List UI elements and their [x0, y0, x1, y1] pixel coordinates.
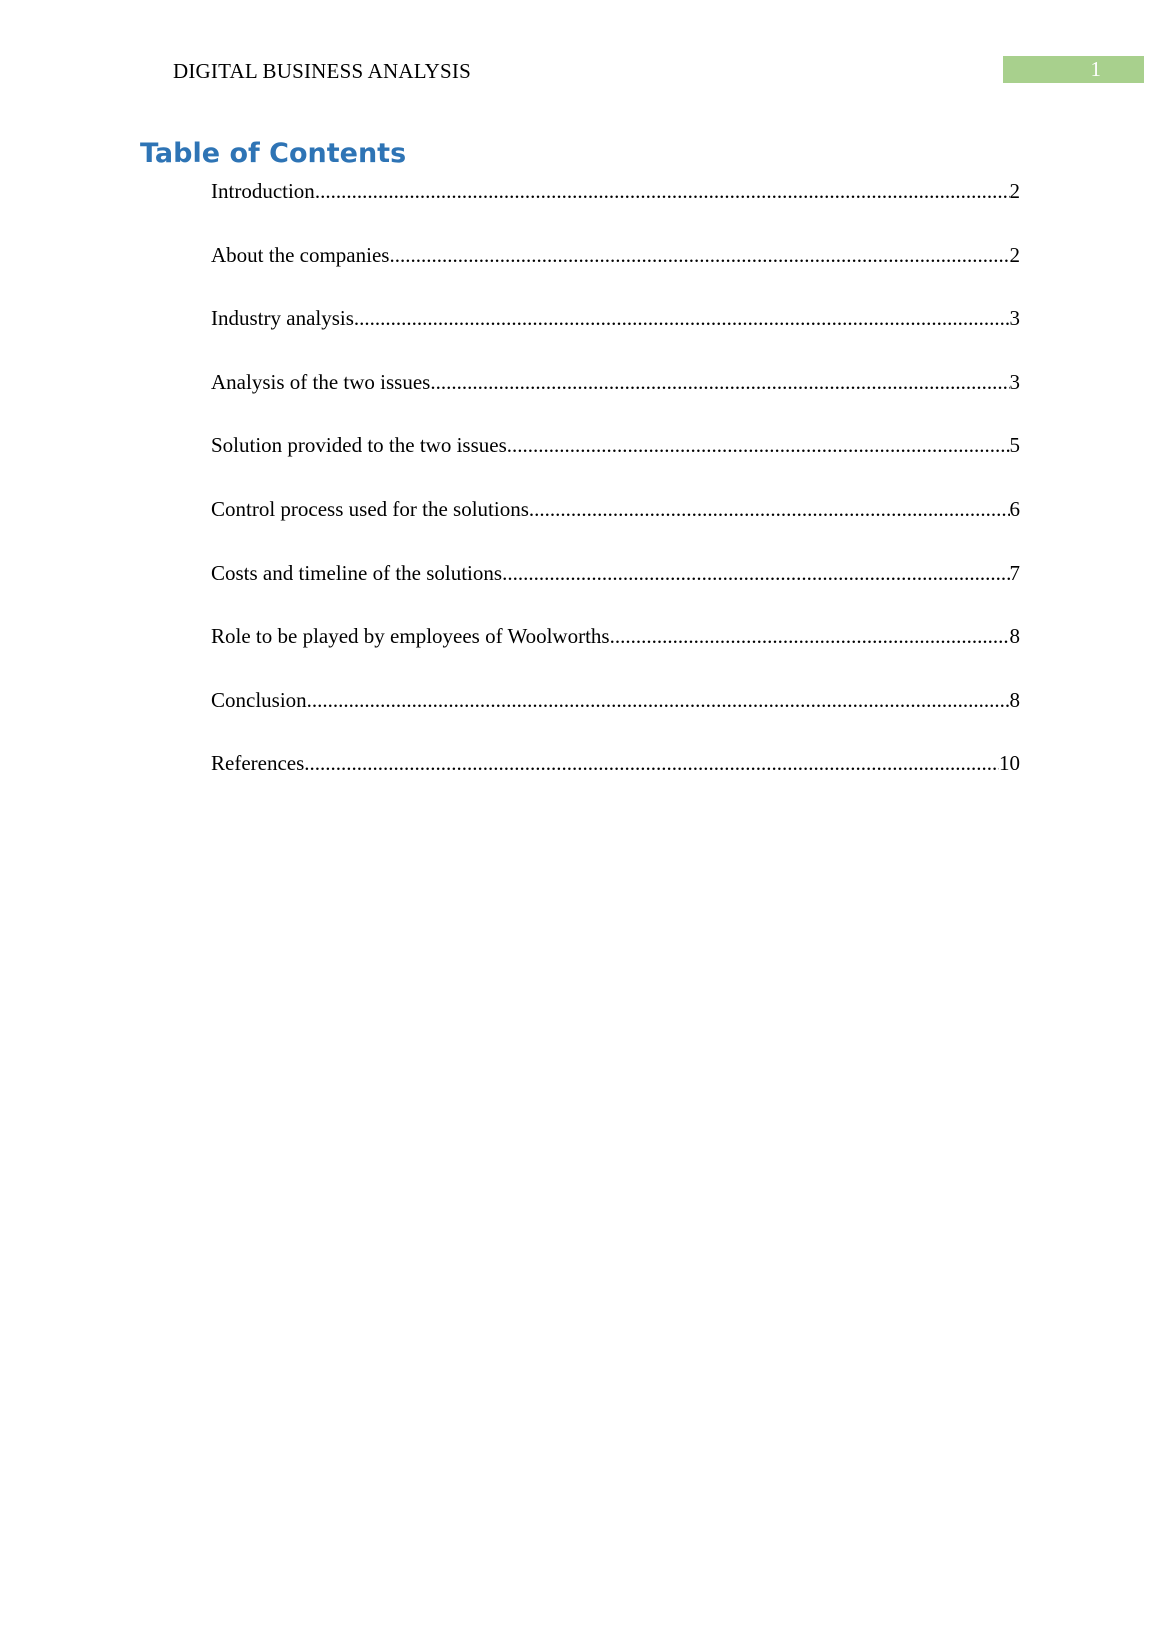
- page-number-box: [1003, 56, 1144, 83]
- toc-list: [211, 176, 1020, 812]
- toc-heading: Table of Contents: [140, 138, 407, 169]
- toc-dot-leader: [507, 430, 1010, 460]
- toc-entry-page: 3: [1009, 369, 1020, 394]
- toc-entry-page: 2: [1009, 242, 1020, 267]
- toc-entry-about-the-companies[interactable]: [211, 240, 1020, 304]
- toc-entry-conclusion[interactable]: [211, 685, 1020, 749]
- toc-entry-title: Role to be played by employees of Woolworths: [211, 624, 610, 649]
- toc-entry-page: 8: [1009, 624, 1020, 649]
- toc-dot-leader: [307, 685, 1010, 715]
- toc-entry-title: About the companies: [211, 242, 390, 267]
- toc-dot-leader: [389, 240, 1009, 270]
- toc-entry-control-process[interactable]: [211, 494, 1020, 558]
- toc-entry-title: Industry analysis: [211, 306, 354, 331]
- toc-entry-title: Costs and timeline of the solutions: [211, 560, 503, 585]
- toc-entry-page: 8: [1009, 687, 1020, 712]
- toc-entry-analysis-of-issues[interactable]: [211, 367, 1020, 431]
- toc-entry-costs-and-timeline[interactable]: [211, 558, 1020, 622]
- toc-entry-title: References: [211, 751, 305, 776]
- toc-entry-role-of-employees[interactable]: [211, 621, 1020, 685]
- toc-entry-page: 3: [1009, 306, 1020, 331]
- toc-entry-page: 10: [999, 751, 1020, 776]
- toc-dot-leader: [502, 558, 1009, 588]
- toc-dot-leader: [354, 303, 1010, 333]
- toc-entry-introduction[interactable]: [211, 176, 1020, 240]
- toc-entry-title: Introduction: [211, 179, 315, 203]
- toc-dot-leader: [430, 367, 1009, 397]
- toc-entry-page: 7: [1009, 560, 1020, 585]
- toc-entry-page: 6: [1009, 496, 1020, 521]
- toc-dot-leader: [610, 621, 1010, 651]
- toc-dot-leader: [304, 748, 999, 778]
- toc-entry-page: 5: [1009, 433, 1020, 458]
- toc-entry-references[interactable]: [211, 748, 1020, 812]
- toc-entry-industry-analysis[interactable]: [211, 303, 1020, 367]
- toc-entry-title: Control process used for the solutions: [211, 496, 529, 521]
- toc-dot-leader: [315, 176, 1010, 206]
- toc-entry-solution-provided[interactable]: [211, 430, 1020, 494]
- page-number: 1: [1090, 57, 1101, 81]
- toc-dot-leader: [529, 494, 1010, 524]
- toc-entry-title: Conclusion: [211, 687, 307, 712]
- running-header-title: DIGITAL BUSINESS ANALYSIS: [173, 59, 471, 83]
- toc-entry-title: Analysis of the two issues: [211, 369, 431, 394]
- toc-entry-page: 2: [1009, 179, 1020, 203]
- toc-entry-title: Solution provided to the two issues: [211, 433, 507, 458]
